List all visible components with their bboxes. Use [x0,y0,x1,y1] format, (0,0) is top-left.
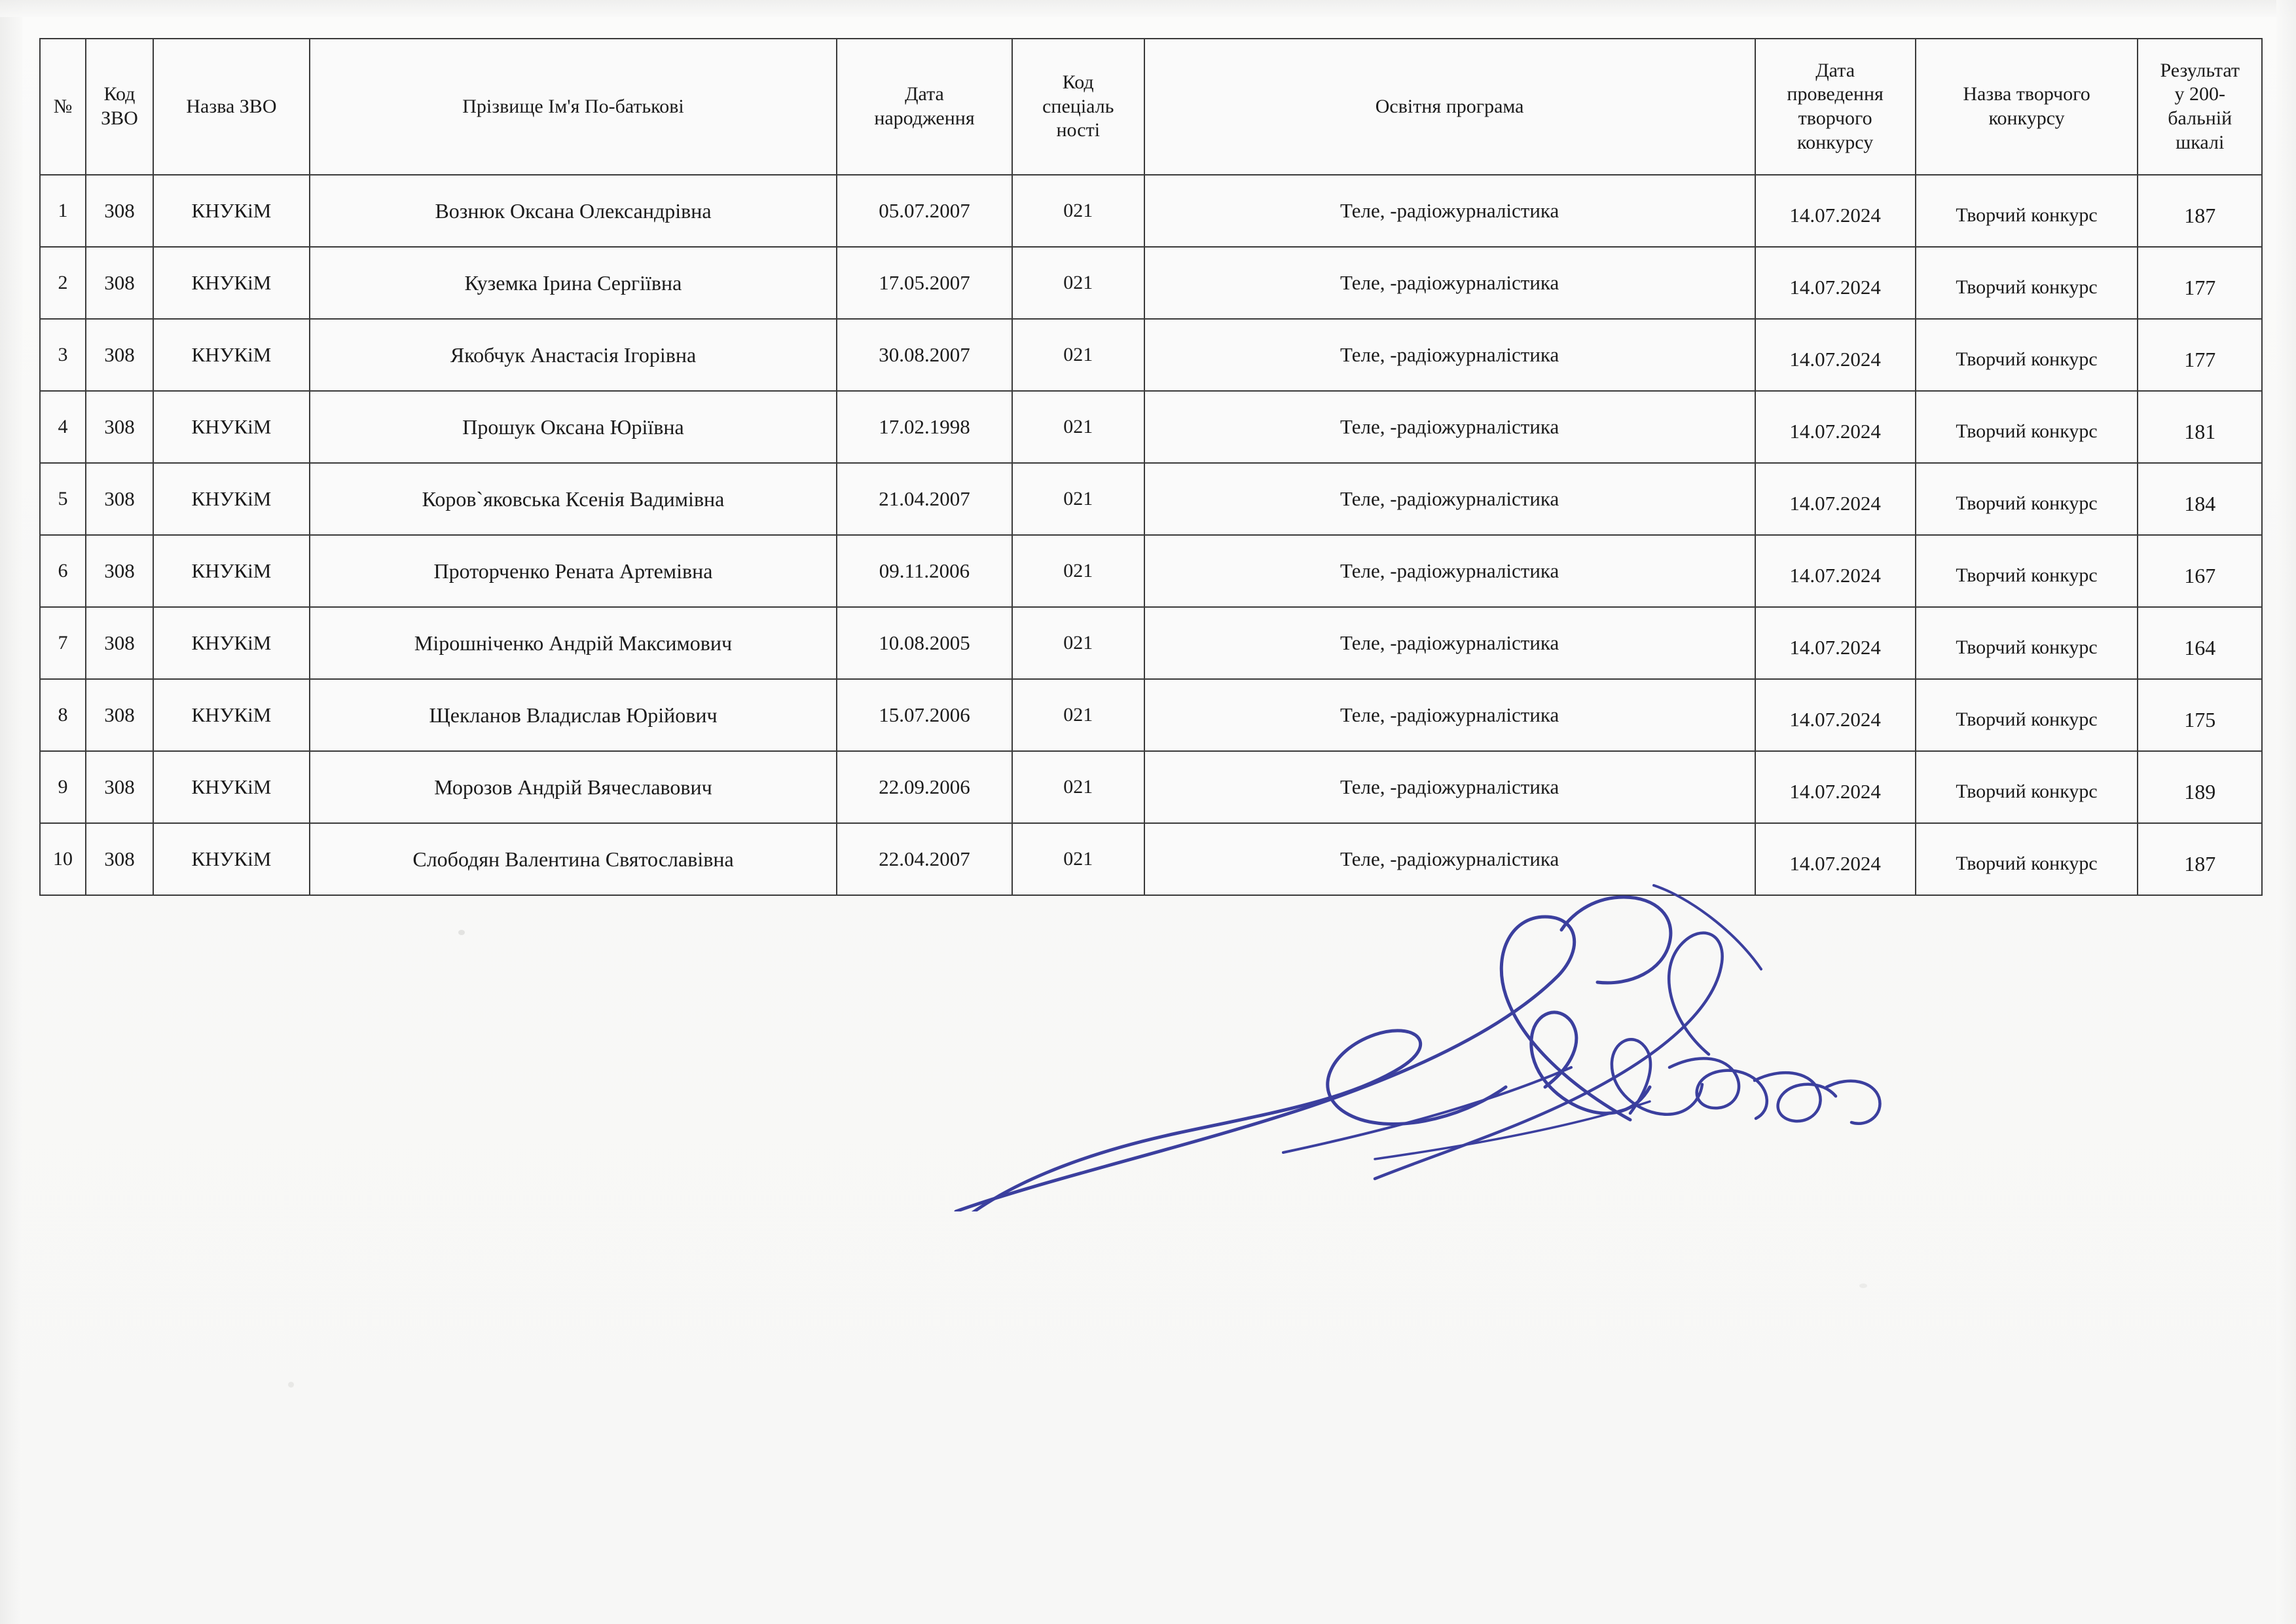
cell-contest-date: 14.07.2024 [1755,540,1916,612]
cell-result: 177 [2138,251,2262,323]
table-row [40,751,2262,823]
cell-birth-date: 22.04.2007 [837,823,1012,895]
column-header-number: № [40,39,86,175]
cell-zvo-code: 308 [86,247,153,319]
cell-full-name: Якобчук Анастасія Ігорівна [310,319,837,391]
table-row [40,247,2262,319]
cell-number: 10 [40,823,86,895]
cell-zvo-code: 308 [86,535,153,607]
cell-zvo-name: КНУКіМ [153,175,310,247]
cell-program: Теле, -радіожурналістика [1144,679,1755,751]
cell-zvo-name: КНУКіМ [153,463,310,535]
cell-birth-date: 21.04.2007 [837,463,1012,535]
cell-number: 4 [40,391,86,463]
cell-speciality-code: 021 [1012,319,1144,391]
cell-number: 8 [40,679,86,751]
cell-birth-date: 10.08.2005 [837,607,1012,679]
column-header-program: Освітня програма [1144,39,1755,175]
cell-full-name: Морозов Андрій Вячеславович [310,751,837,823]
page-edge-top [0,0,2296,17]
cell-birth-date: 22.09.2006 [837,751,1012,823]
table-header [40,39,2262,175]
cell-contest-date: 14.07.2024 [1755,612,1916,684]
cell-contest-name: Творчий конкурс [1916,468,2138,540]
cell-speciality-code: 021 [1012,247,1144,319]
cell-speciality-code: 021 [1012,607,1144,679]
cell-birth-date: 17.05.2007 [837,247,1012,319]
column-header-contest-name: Назва творчого конкурсу [1916,39,2138,175]
cell-zvo-name: КНУКіМ [153,319,310,391]
cell-number: 3 [40,319,86,391]
cell-birth-date: 05.07.2007 [837,175,1012,247]
cell-result: 181 [2138,396,2262,468]
cell-birth-date: 30.08.2007 [837,319,1012,391]
handwritten-signature [917,871,1997,1211]
cell-zvo-name: КНУКіМ [153,247,310,319]
cell-speciality-code: 021 [1012,751,1144,823]
cell-full-name: Куземка Ірина Сергіївна [310,247,837,319]
cell-speciality-code: 021 [1012,463,1144,535]
cell-full-name: Коров`яковська Ксенія Вадимівна [310,463,837,535]
cell-program: Теле, -радіожурналістика [1144,823,1755,895]
cell-contest-date: 14.07.2024 [1755,251,1916,323]
column-header-zvo-code: Код ЗВО [86,39,153,175]
cell-speciality-code: 021 [1012,391,1144,463]
cell-full-name: Щекланов Владислав Юрійович [310,679,837,751]
cell-zvo-code: 308 [86,319,153,391]
column-header-zvo-name: Назва ЗВО [153,39,310,175]
cell-full-name: Мірошніченко Андрій Максимович [310,607,837,679]
table-row [40,535,2262,607]
cell-number: 5 [40,463,86,535]
cell-number: 6 [40,535,86,607]
cell-contest-name: Творчий конкурс [1916,396,2138,468]
cell-contest-name: Творчий конкурс [1916,684,2138,756]
cell-zvo-name: КНУКіМ [153,823,310,895]
table-row [40,679,2262,751]
cell-full-name: Вознюк Оксана Олександрівна [310,175,837,247]
cell-program: Теле, -радіожурналістика [1144,535,1755,607]
cell-speciality-code: 021 [1012,175,1144,247]
cell-zvo-code: 308 [86,751,153,823]
table-row [40,175,2262,247]
cell-program: Теле, -радіожурналістика [1144,175,1755,247]
cell-number: 2 [40,247,86,319]
cell-full-name: Проторченко Рената Артемівна [310,535,837,607]
column-header-speciality-code: Код спеціаль ності [1012,39,1144,175]
cell-result: 175 [2138,684,2262,756]
table-row [40,463,2262,535]
cell-contest-name: Творчий конкурс [1916,612,2138,684]
table-row [40,319,2262,391]
cell-result: 189 [2138,756,2262,828]
cell-contest-name: Творчий конкурс [1916,540,2138,612]
cell-contest-name: Творчий конкурс [1916,323,2138,396]
cell-contest-date: 14.07.2024 [1755,684,1916,756]
cell-full-name: Слободян Валентина Святославівна [310,823,837,895]
cell-result: 164 [2138,612,2262,684]
cell-program: Теле, -радіожурналістика [1144,463,1755,535]
column-header-contest-date: Дата проведення творчого конкурсу [1755,39,1916,175]
cell-result: 187 [2138,179,2262,251]
cell-zvo-name: КНУКіМ [153,679,310,751]
cell-number: 1 [40,175,86,247]
cell-speciality-code: 021 [1012,535,1144,607]
cell-program: Теле, -радіожурналістика [1144,391,1755,463]
cell-program: Теле, -радіожурналістика [1144,607,1755,679]
cell-contest-name: Творчий конкурс [1916,179,2138,251]
column-header-result: Результат у 200- бальній шкалі [2138,39,2262,175]
table-header-row [40,39,2262,175]
cell-zvo-name: КНУКіМ [153,607,310,679]
cell-contest-name: Творчий конкурс [1916,828,2138,900]
page-edge-right [2276,0,2296,1624]
cell-zvo-name: КНУКіМ [153,391,310,463]
table-body [40,175,2262,895]
column-header-birth-date: Дата народження [837,39,1012,175]
cell-contest-date: 14.07.2024 [1755,828,1916,900]
cell-program: Теле, -радіожурналістика [1144,751,1755,823]
table-row [40,607,2262,679]
cell-contest-date: 14.07.2024 [1755,468,1916,540]
scan-speck [458,930,465,935]
cell-result: 187 [2138,828,2262,900]
cell-contest-name: Творчий конкурс [1916,756,2138,828]
cell-contest-name: Творчий конкурс [1916,251,2138,323]
cell-contest-date: 14.07.2024 [1755,396,1916,468]
cell-birth-date: 17.02.1998 [837,391,1012,463]
scan-speck [288,1382,294,1388]
cell-zvo-code: 308 [86,607,153,679]
cell-contest-date: 14.07.2024 [1755,179,1916,251]
applicants-table [39,38,2263,896]
table-row [40,391,2262,463]
cell-zvo-code: 308 [86,679,153,751]
cell-zvo-code: 308 [86,391,153,463]
cell-number: 9 [40,751,86,823]
column-header-full-name: Прізвище Ім'я По-батькові [310,39,837,175]
cell-birth-date: 15.07.2006 [837,679,1012,751]
applicants-table-container [39,38,2263,896]
cell-result: 167 [2138,540,2262,612]
cell-contest-date: 14.07.2024 [1755,323,1916,396]
table-row [40,823,2262,895]
cell-zvo-code: 308 [86,823,153,895]
cell-zvo-name: КНУКіМ [153,751,310,823]
cell-result: 184 [2138,468,2262,540]
scan-speck [1859,1283,1867,1288]
cell-result: 177 [2138,323,2262,396]
cell-zvo-code: 308 [86,175,153,247]
cell-number: 7 [40,607,86,679]
cell-program: Теле, -радіожурналістика [1144,319,1755,391]
cell-zvo-name: КНУКіМ [153,535,310,607]
cell-speciality-code: 021 [1012,823,1144,895]
cell-birth-date: 09.11.2006 [837,535,1012,607]
cell-program: Теле, -радіожурналістика [1144,247,1755,319]
page-edge-left [0,0,22,1624]
cell-full-name: Прошук Оксана Юріївна [310,391,837,463]
cell-speciality-code: 021 [1012,679,1144,751]
cell-contest-date: 14.07.2024 [1755,756,1916,828]
cell-zvo-code: 308 [86,463,153,535]
